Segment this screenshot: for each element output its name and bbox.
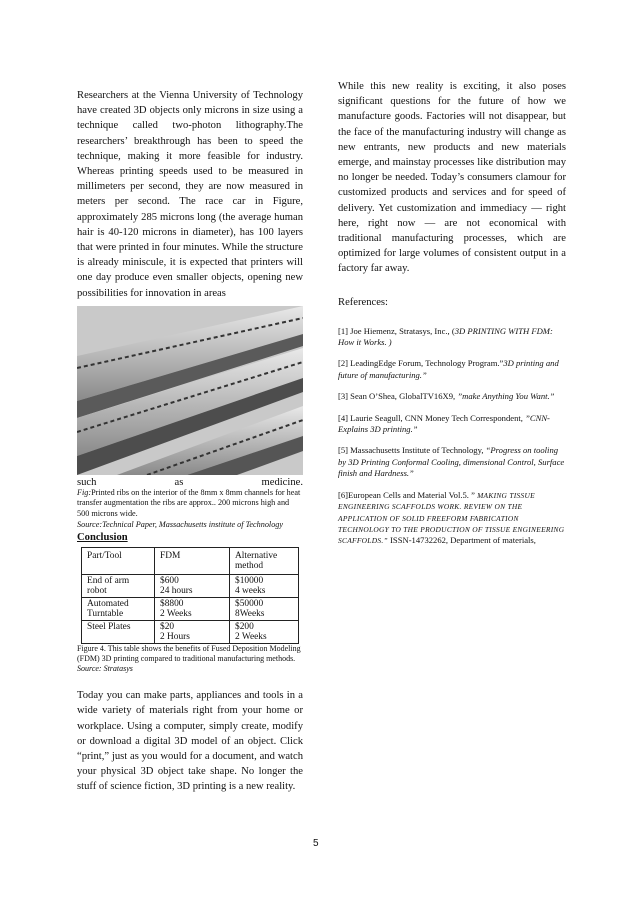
table-cell: $20 2 Hours [155,621,230,644]
reference-item [338,445,566,479]
table-cell: Automated Turntable [82,598,155,621]
left-column [77,88,303,795]
reference-item [338,358,566,381]
table-row [82,598,299,621]
conclusion-heading: Conclusion [77,532,128,544]
right-column [338,79,566,557]
table-cell: End of arm robot [82,575,155,598]
table-header: Alternative method [230,548,299,575]
table-caption: Figure 4. This table shows the benefits of Fused Deposition Modeling (FDM) 3D printing compared to traditional manufacturing methods. [77,644,301,664]
ref-title: ”CNN-Explains 3D printing.” [338,412,550,435]
ref-text: [1] Joe Hiemenz, Stratasys, Inc., ( [338,325,455,336]
table-header-row [82,548,299,575]
table-cell: $600 24 hours [155,575,230,598]
figure-caption [77,488,303,520]
reference-item [338,413,566,436]
printed-ribs-figure [77,306,303,475]
reference-item [338,391,566,402]
reference-item [338,490,566,547]
ref-tail: ISSN-14732262, Department of materials, [387,535,536,546]
right-paragraph-1: While this new reality is exciting, it also poses significant questions for the future of how we manufacture goods. Factories will not disappear, but the face of the manufacturing industry will change as new entrants, new products and new materials emerge, and mainstay processes like distribution may no longer be needed. Today’s consumers clamour for customized products and services and for speed of delivery. Yet customization and immediacy — right here, right now — are not economical with traditional manufacturing processes, which are optimized for large volumes of consistent output in a factory far away. [338,81,566,275]
figure-caption-text: Printed ribs on the interior of the 8mm x 8mm channels for heat transfer augmentation the ribs are approx.. 200 microns high and 500 microns wide. [77,487,301,519]
word-medicine: medicine. [261,476,303,488]
comparison-table [81,547,299,644]
ref-title: 3D printing and future of manufacturing.” [338,358,559,380]
table-cell: Steel Plates [82,621,155,644]
ref-text: [5] Massachusetts Institute of Technology, [338,445,486,456]
page-number: 5 [313,838,319,849]
ref-text: [4] Laurie Seagull, CNN Money Tech Correspondent, [338,412,526,423]
figure-source-text: Source:Technical Paper, Massachusetts institute of Technology [77,519,284,529]
ref-title: 3D PRINTING WITH FDM: How it Works. ) [338,325,553,348]
reference-item [338,326,566,349]
ref-title: ”make Anything You Want.” [457,391,555,402]
left-paragraph-1: Researchers at the Vienna University of Technology have created 3D objects only microns in size using a technique called two-photon lithography.The researchers’ breakthrough has been to speed the technique, making it more feasible for industry. Whereas printing speeds used to be measured in millimeters per second, they are now measured in meters per second. The race car in Figure, approximately 285 microns long (the average human hair is 40-120 microns in diameter), has 100 layers that were printed in four minutes. While the structure is already miniscule, it is expected that printers will one day produce even smaller objects, opening new possibilities for innovation in areas [77,90,303,299]
such-as-medicine-line [77,477,303,488]
word-as: as [174,476,184,488]
table-cell: $200 2 Weeks [230,621,299,644]
ref-text: [2] LeadingEdge Forum, Technology Program.” [338,358,504,369]
ref-text: [6]European Cells and Material Vol.5. ” [338,489,478,500]
table-row [82,575,299,598]
ref-text: [3] Sean O’Shea, GlobalTV16X9, [338,391,458,402]
ref-title: MAKING TISSUE ENGINEERING SCAFFOLDS WORK. REVIEW ON THE APPLICATION OF SOLID FREEFORM FABRICATION TECHNOLOGY TO THE PRODUCTION OF TISSUE ENGINEERING SCAFFOLDS.” [338,490,565,546]
table-header: Part/Tool [82,548,155,575]
table-cell: $8800 2 Weeks [155,598,230,621]
table-row [82,621,299,644]
table-cell: $10000 4 weeks [230,575,299,598]
ref-title: “Progress on tooling by 3D Printing Conformal Cooling, dimensional Control, Surface finish and Hardness.” [338,445,565,479]
table-cell: $50000 8Weeks [230,598,299,621]
left-paragraph-2: Today you can make parts, appliances and tools in a wide variety of materials right from your home or workplace. Using a computer, simply create, modify or download a digital 3D model of an object. Click “print,” just as you would for a document, and watch your physical 3D object take shape. No longer the stuff of science fiction, 3D printing is a new reality. [77,690,303,793]
table-source: Source: Stratasys [77,664,133,674]
figure-source [77,520,303,531]
figure-caption-label: Fig: [77,487,92,497]
references-heading: References: [338,296,388,308]
table-header: FDM [155,548,230,575]
word-such: such [77,476,97,488]
printed-ribs-image [77,306,303,475]
